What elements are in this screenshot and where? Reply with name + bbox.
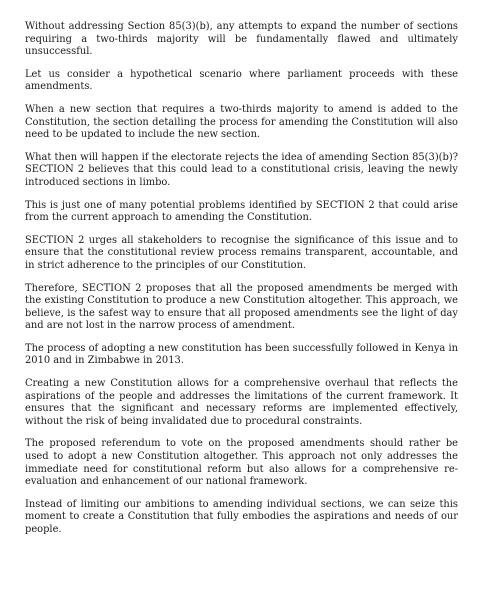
paragraph-3: When a new section that requires a two-thirds majority to amend is added to the Constitution, the section detailing the process for amending the Constitution will also need to be updated to include the new section. bbox=[25, 103, 458, 141]
paragraph-5: This is just one of many potential problems identified by SECTION 2 that could arise from the current approach to amending the Constitution. bbox=[25, 199, 458, 224]
paragraph-1: Without addressing Section 85(3)(b), any attempts to expand the number of sections requiring a two-thirds majority will be fundamentally flawed and ultimately unsuccessful. bbox=[25, 21, 458, 58]
paragraph-4: What then will happen if the electorate rejects the idea of amending Section 85(3)(b)? SECTION 2 believes that this could lead to a constitutional crisis, leaving the newly introduced sections in limbo. bbox=[25, 151, 458, 188]
paragraph-8: The process of adopting a new constitution has been successfully followed in Kenya in 2010 and in Zimbabwe in 2013. bbox=[25, 342, 458, 367]
paragraph-2: Let us consider a hypothetical scenario where parliament proceeds with these amendments. bbox=[25, 68, 458, 93]
paragraph-6: SECTION 2 urges all stakeholders to recognise the significance of this issue and to ensure that the constitutional review process remains transparent, accountable, and in strict adherence to the principles of our Constitution. bbox=[25, 234, 458, 271]
paragraph-10: The proposed referendum to vote on the proposed amendments should rather be used to adopt a new Constitution altogether. This approach not only addresses the immediate need for constitutional reform but also allows for a comprehensive re-evaluation and enhancement of our national framework. bbox=[25, 438, 458, 488]
paragraph-9: Creating a new Constitution allows for a comprehensive overhaul that reflects the aspirations of the people and addresses the limitations of the current framework. It ensures that the significant and necessary reforms are implemented effectively, without the risk of being invalidated due to procedural constraints. bbox=[25, 378, 458, 427]
paragraph-7: Therefore, SECTION 2 proposes that all the proposed amendments be merged with the existing Constitution to produce a new Constitution altogether. This approach, we believe, is the safest way to ensure that all proposed amendments see the light of day and are not lost in the narrow process of amendment. bbox=[25, 282, 458, 332]
document-body bbox=[25, 21, 458, 537]
paragraph-11: Instead of limiting our ambitions to amending individual sections, we can seize this moment to create a Constitution that fully embodies the aspirations and needs of our people. bbox=[25, 498, 458, 535]
